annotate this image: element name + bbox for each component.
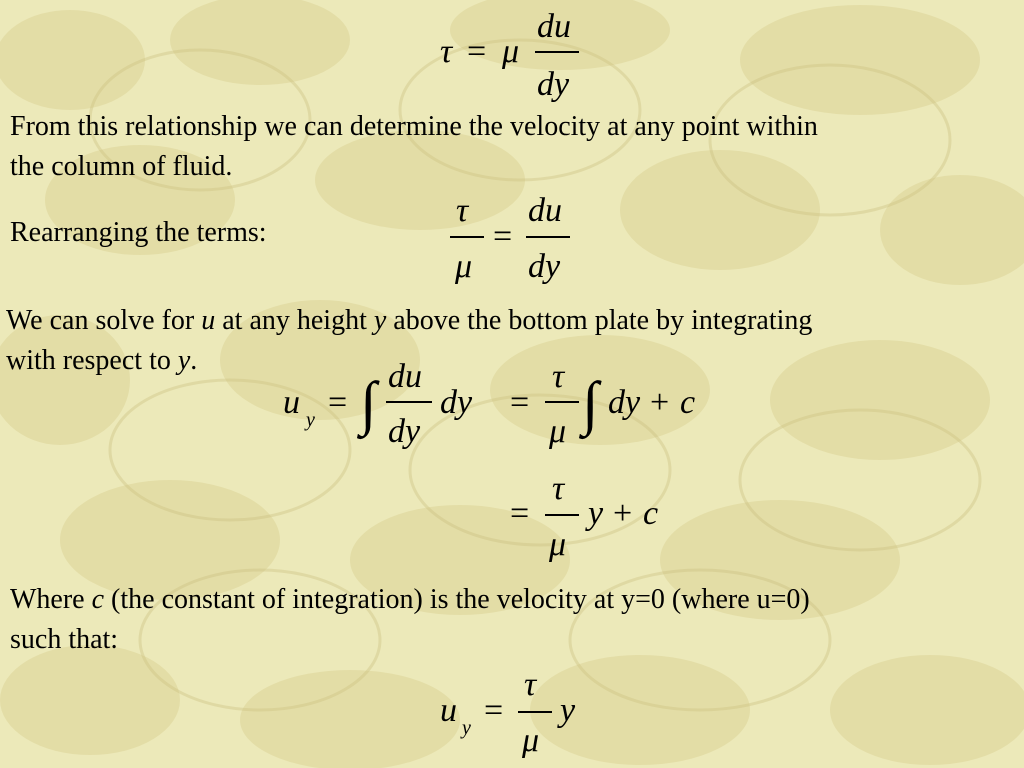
eq2-dy: dy	[528, 248, 561, 285]
paragraph-constant-line2: such that:	[10, 624, 119, 655]
eq3-tau: τ	[552, 358, 565, 395]
eq4-y: y	[588, 495, 604, 532]
eq5-tau: τ	[524, 666, 537, 703]
eq3-c: c	[680, 384, 696, 421]
eq3-plus: +	[650, 384, 670, 421]
text: with respect to	[6, 345, 178, 376]
rearranging-label: Rearranging the terms:	[10, 217, 267, 248]
eq1-fraction-bar	[535, 51, 579, 53]
eq3-fraction-bar-2	[545, 401, 579, 403]
eq5-mu: μ	[522, 722, 540, 759]
eq3-dy: dy	[440, 384, 473, 421]
eq3-fraction-bar	[386, 401, 432, 403]
eq3-dy-denom: dy	[388, 413, 421, 450]
paragraph-velocity	[10, 107, 818, 187]
eq1-dy: dy	[537, 66, 570, 103]
eq2-du: du	[528, 192, 562, 229]
text: We can solve for	[6, 305, 202, 336]
eq4-tau: τ	[552, 470, 565, 507]
eq1-du: du	[537, 8, 571, 45]
eq3-subscript-y: y	[306, 409, 315, 431]
eq2-fraction-bar-right	[526, 236, 570, 238]
text: .	[190, 345, 198, 376]
eq4-equals: =	[510, 495, 530, 532]
eq4-fraction-bar	[545, 514, 579, 516]
eq2-equals: =	[493, 218, 513, 255]
paragraph-constant-line1	[10, 580, 810, 620]
eq3-equals: =	[328, 384, 348, 421]
eq1-tau: τ	[440, 33, 453, 70]
var-y: y	[373, 305, 387, 336]
eq2-tau: τ	[456, 192, 469, 229]
eq3-du: du	[388, 358, 422, 395]
eq3-equals-2: =	[510, 384, 530, 421]
eq1-mu: μ	[502, 33, 520, 70]
eq3-dy-2: dy	[608, 384, 641, 421]
eq5-subscript-y: y	[462, 717, 471, 739]
eq2-mu: μ	[455, 248, 473, 285]
eq3-mu: μ	[549, 413, 567, 450]
integral-sign-2: ∫	[582, 370, 599, 436]
text: (the constant of integration) is the velocity at y=0 (where u=0)	[104, 584, 810, 615]
eq1-equals: =	[467, 33, 487, 70]
var-c: c	[91, 584, 105, 615]
eq5-y: y	[560, 692, 576, 729]
var-u: u	[201, 305, 216, 336]
text: above the bottom plate by integrating	[386, 305, 813, 336]
eq5-u: u	[440, 692, 457, 729]
eq5-equals: =	[484, 692, 504, 729]
eq4-plus: +	[613, 495, 633, 532]
eq4-c: c	[643, 495, 659, 532]
paragraph-constant	[10, 580, 810, 660]
eq2-fraction-bar-left	[450, 236, 484, 238]
paragraph-solve-line1	[6, 301, 812, 341]
var-y: y	[177, 345, 191, 376]
text: Where	[10, 584, 92, 615]
paragraph-velocity-line2: the column of fluid.	[10, 151, 233, 182]
eq3-u: u	[283, 384, 300, 421]
integral-sign: ∫	[360, 370, 377, 436]
text: at any height	[215, 305, 374, 336]
eq5-fraction-bar	[518, 711, 552, 713]
paragraph-velocity-line1: From this relationship we can determine the velocity at any point within	[10, 111, 818, 142]
eq4-mu: μ	[549, 526, 567, 563]
